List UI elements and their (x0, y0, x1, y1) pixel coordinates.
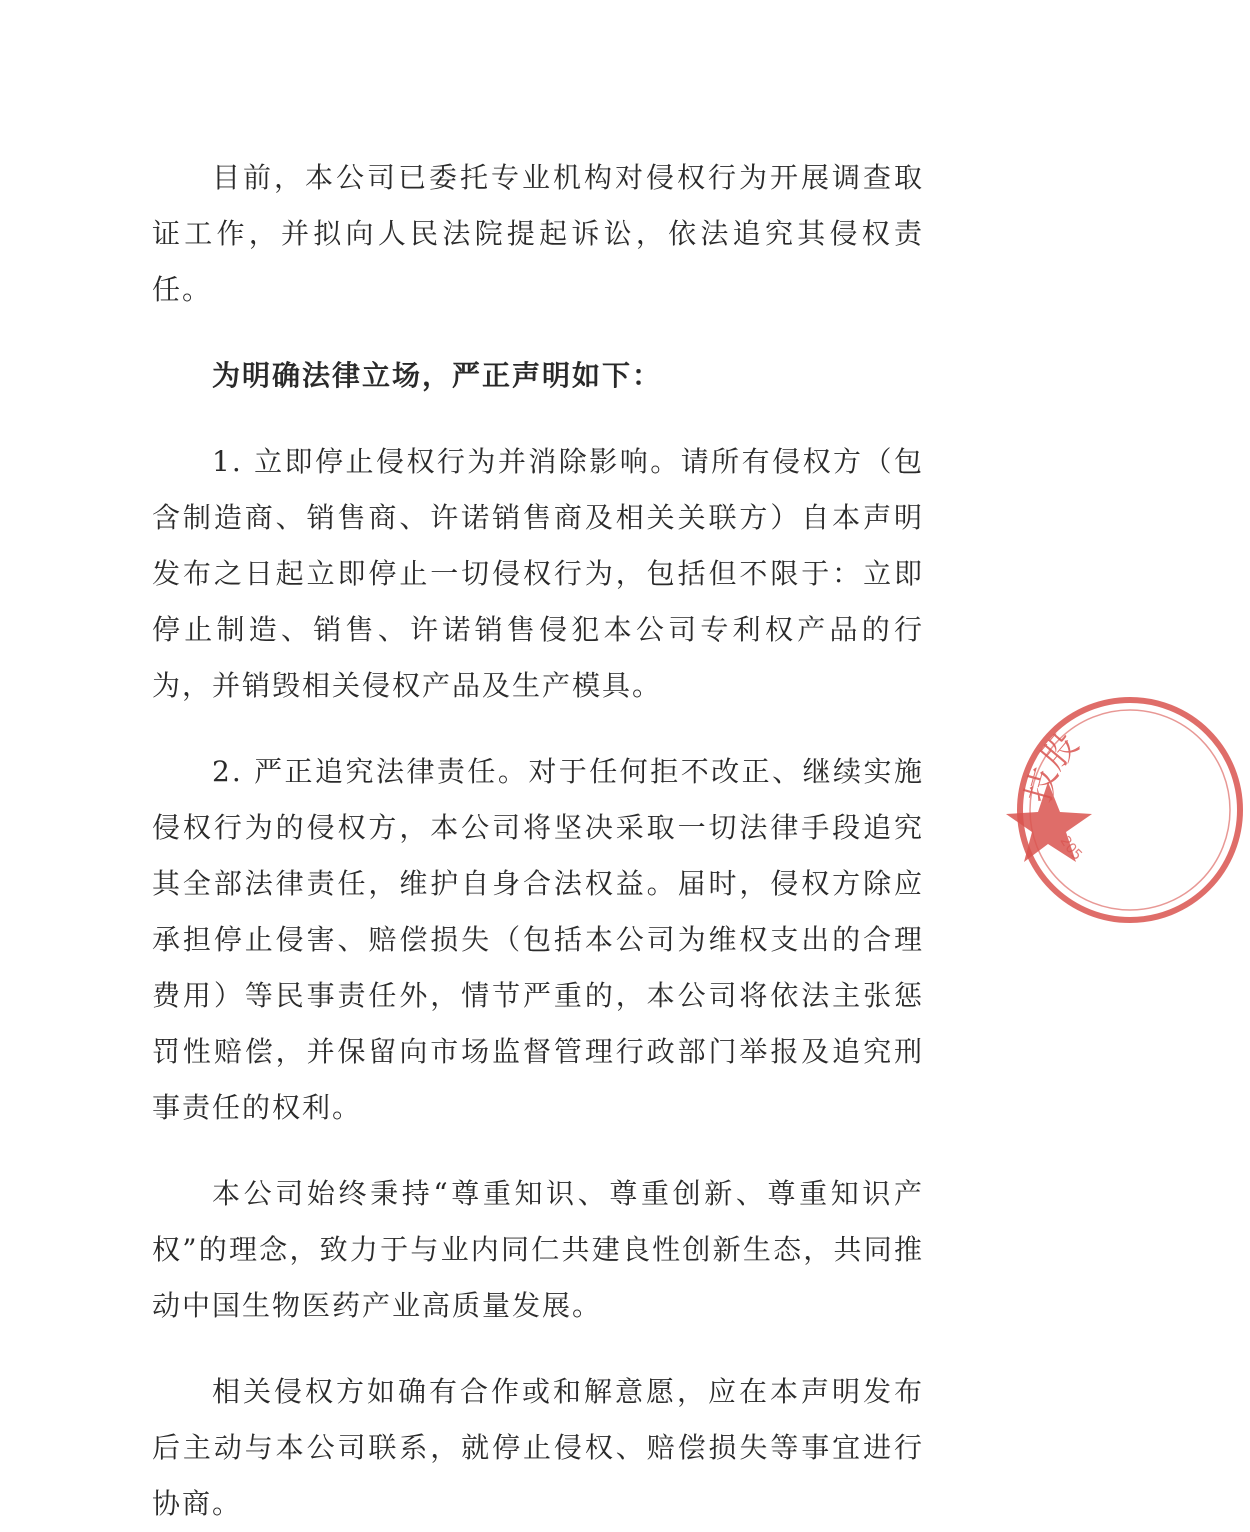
paragraph-item-2: 2. 严正追究法律责任。对于任何拒不改正、继续实施侵权行为的侵权方，本公司将坚决采取一切法律手段追究其全部法律责任，维护自身合法权益。届时，侵权方除应承担停止侵害、赔偿损失（包括本公司为维权支出的合理费用）等民事责任外，情节严重的，本公司将依法主张惩罚性赔偿，并保留向市场监督管理行政部门举报及追究刑事责任的权利。 (152, 755, 924, 1124)
company-seal-icon (1010, 690, 1250, 930)
paragraph-investigation: 目前，本公司已委托专业机构对侵权行为开展调查取证工作，并拟向人民法院提起诉讼，依法追究其侵权责任。 (152, 161, 924, 306)
paragraph-settlement: 相关侵权方如确有合作或和解意愿，应在本声明发布后主动与本公司联系，就停止侵权、赔偿损失等事宜进行协商。 (152, 1375, 924, 1520)
paragraph-philosophy: 本公司始终秉持“尊重知识、尊重创新、尊重知识产权”的理念，致力于与业内同仁共建良性创新生态，共同推动中国生物医药产业高质量发展。 (152, 1177, 924, 1322)
seal-text: 技股 (1018, 725, 1087, 808)
paragraph-item-1: 1. 立即停止侵权行为并消除影响。请所有侵权方（包含制造商、销售商、许诺销售商及相关关联方）自本声明发布之日起立即停止一切侵权行为，包括但不限于：立即停止制造、销售、许诺销售侵犯本公司专利权产品的行为，并销毁相关侵权产品及生产模具。 (152, 445, 924, 702)
document-body (152, 150, 924, 1532)
paragraph-statement-intro: 为明确法律立场，严正声明如下： (212, 359, 663, 392)
seal-number: 205 (1056, 833, 1086, 864)
